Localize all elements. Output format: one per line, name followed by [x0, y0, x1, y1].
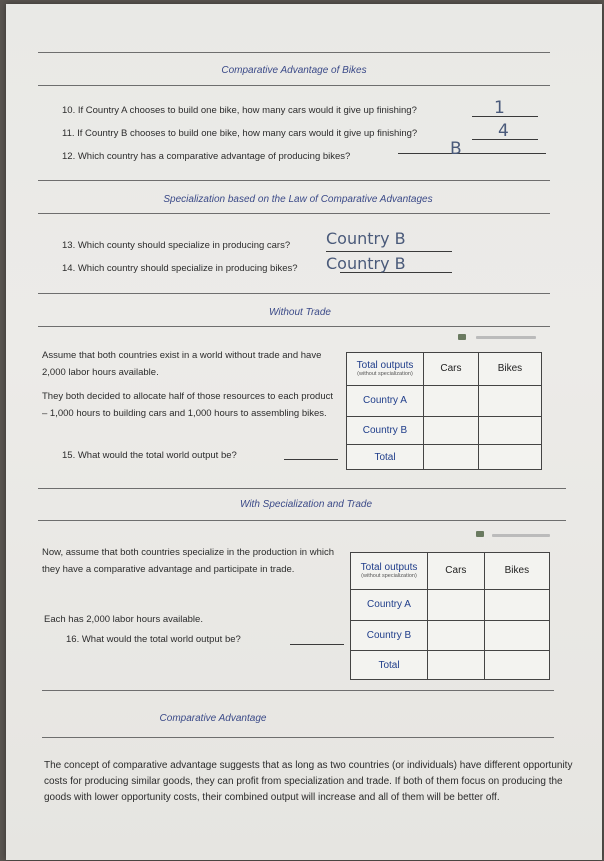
- table-cell[interactable]: [424, 416, 479, 445]
- table-header-cell: Total outputs (without specialization): [347, 353, 424, 386]
- row-label-country-b: Country B: [347, 416, 424, 445]
- table-cell[interactable]: [478, 385, 541, 416]
- section-divider: [38, 293, 550, 294]
- without-trade-table: [346, 352, 542, 470]
- answer-line-16[interactable]: [290, 644, 344, 645]
- table-cell[interactable]: [484, 620, 549, 651]
- table-cell[interactable]: [424, 385, 479, 416]
- question-10: 10. If Country A chooses to build one bike, how many cars would it give up finishing?: [62, 105, 417, 116]
- answer-line-15[interactable]: [284, 459, 338, 460]
- section-divider: [38, 52, 550, 53]
- without-trade-allocation: They both decided to allocate half of those resources to each product – 1,000 hours to building cars and 1,000 hours to assembling bikes.: [42, 391, 333, 419]
- with-trade-intro: Now, assume that both countries specialize in the production in which they have a comparative advantage and participate in trade.: [42, 547, 335, 575]
- answer-line-13[interactable]: [326, 251, 452, 252]
- answer-10: 1: [494, 98, 505, 118]
- table-thumbnail-icon: [458, 334, 466, 340]
- table-cell[interactable]: [428, 620, 485, 651]
- answer-12: B: [450, 139, 462, 159]
- row-label-total: Total: [351, 651, 428, 680]
- column-header-cars: Cars: [424, 353, 479, 386]
- column-header-bikes: Bikes: [478, 353, 541, 386]
- section-divider: [38, 326, 550, 327]
- question-11: 11. If Country B chooses to build one bike, how many cars would it give up finishing?: [62, 128, 418, 139]
- section-divider: [38, 85, 550, 86]
- table-thumbnail-icon: [476, 531, 484, 537]
- section-title-comparative-advantage: Comparative Advantage: [159, 713, 267, 724]
- table-cell[interactable]: [428, 651, 485, 680]
- row-label-total: Total: [347, 445, 424, 470]
- row-label-country-b: Country B: [351, 620, 428, 651]
- answer-14: Country B: [326, 254, 406, 273]
- table-header-cell: Total outputs (without specialization): [351, 553, 428, 590]
- table-cell[interactable]: [478, 445, 541, 470]
- with-trade-table: [350, 552, 550, 680]
- question-12: 12. Which country has a comparative advantage of producing bikes?: [62, 151, 351, 162]
- table-caption-thumb: [476, 336, 536, 339]
- column-header-cars: Cars: [428, 553, 485, 590]
- answer-line-12[interactable]: [398, 153, 546, 154]
- question-15: 15. What would the total world output be?: [62, 450, 237, 461]
- table-cell[interactable]: [484, 651, 549, 680]
- table-caption-thumb: [492, 534, 550, 537]
- section-divider: [38, 520, 566, 521]
- with-trade-labor-hours: Each has 2,000 labor hours available.: [44, 614, 203, 625]
- section-title-specialization: Specialization based on the Law of Comparative Advantages: [163, 194, 433, 205]
- section-divider: [38, 488, 566, 489]
- section-divider: [42, 737, 554, 738]
- column-header-bikes: Bikes: [484, 553, 549, 590]
- answer-13: Country B: [326, 229, 406, 248]
- section-divider: [38, 180, 550, 181]
- conclusion-paragraph: The concept of comparative advantage suggests that as long as two countries (or individuals) have different opportunity costs for producing similar goods, they can profit from specialization and trade. If both of them focus on producing the goods with lower opportunity costs, their combined output will increase and all of them will be better off.: [44, 760, 573, 803]
- table-cell[interactable]: [428, 589, 485, 620]
- question-16: 16. What would the total world output be?: [66, 634, 241, 645]
- section-title-without-trade: Without Trade: [269, 307, 331, 318]
- table-cell[interactable]: [484, 589, 549, 620]
- section-title-bikes: Comparative Advantage of Bikes: [221, 65, 367, 76]
- table-cell[interactable]: [478, 416, 541, 445]
- without-trade-intro: Assume that both countries exist in a world without trade and have 2,000 labor hours available.: [42, 350, 322, 378]
- table-cell[interactable]: [424, 445, 479, 470]
- section-title-with-trade: With Specialization and Trade: [239, 499, 373, 510]
- answer-line-10[interactable]: [472, 116, 538, 117]
- answer-11: 4: [498, 121, 509, 141]
- question-13: 13. Which county should specialize in producing cars?: [62, 240, 291, 251]
- worksheet-page: [6, 4, 602, 860]
- row-label-country-a: Country A: [347, 385, 424, 416]
- section-divider: [42, 690, 554, 691]
- question-14: 14. Which country should specialize in producing bikes?: [62, 263, 298, 274]
- row-label-country-a: Country A: [351, 589, 428, 620]
- section-divider: [38, 213, 550, 214]
